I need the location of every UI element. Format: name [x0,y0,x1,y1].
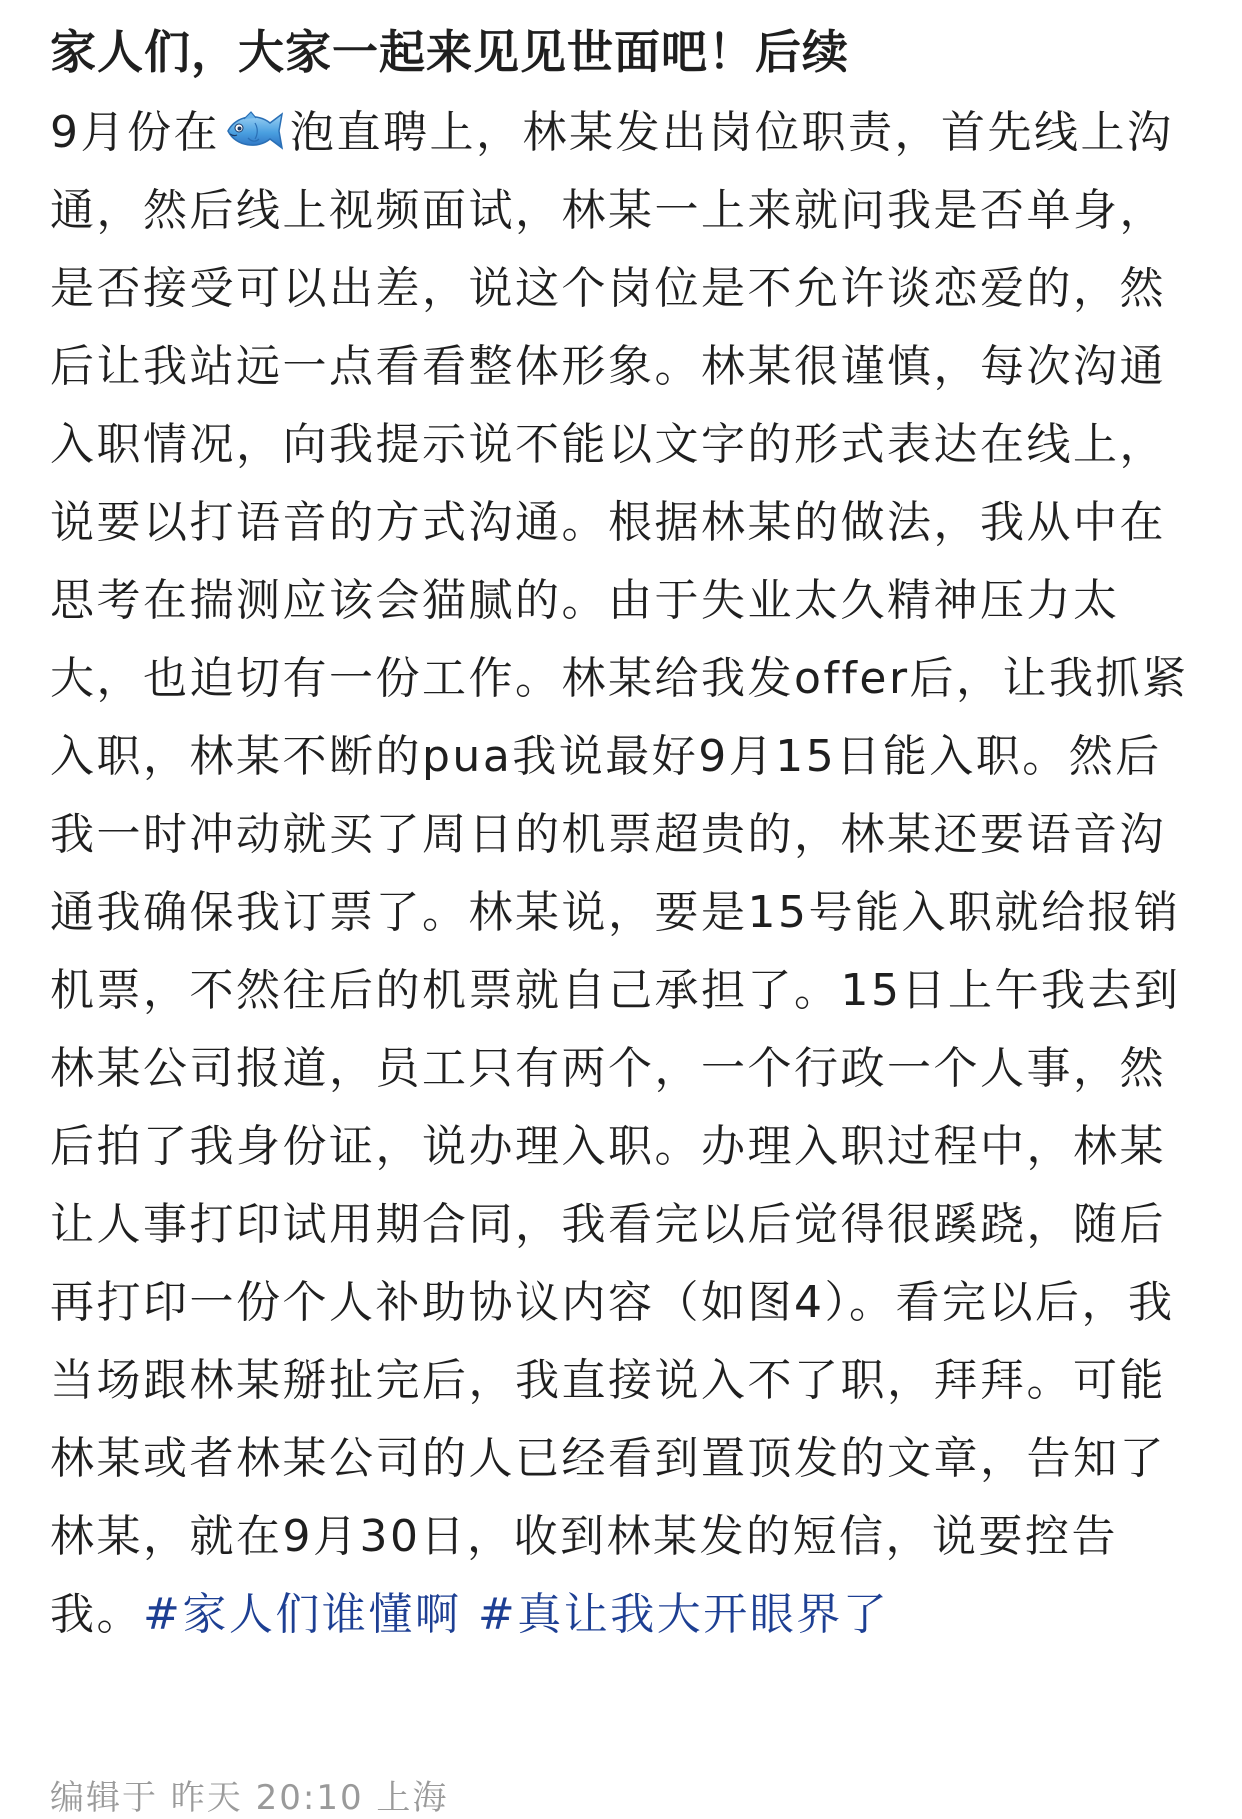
fish-icon [224,100,286,144]
post-body [50,94,1200,1654]
hashtag-link-2[interactable]: #真让我大开眼界了 [477,1589,890,1640]
hashtag-link-1[interactable]: #家人们谁懂啊 [143,1589,462,1640]
post-body-main: 泡直聘上，林某发出岗位职责，首先线上沟通，然后线上视频面试，林某一上来就问我是否单身，是否接受可以出差，说这个岗位是不允许谈恋爱的，然后让我站远一点看看整体形象。林某很谨慎，每次沟通入职情况，向我提示说不能以文字的形式表达在线上，说要以打语音的方式沟通。根据林某的做法，我从中在思考在揣测应该会猫腻的。由于失业太久精神压力太大，也迫切有一份工作。林某给我发offer后，让我抓紧入职，林某不断的pua我说最好9月15日能入职。然后我一时冲动就买了周日的机票超贵的，林某还要语音沟通我确保我订票了。林某说，要是15号能入职就给报销机票，不然往后的机票就自己承担了。15日上午我去到林某公司报道，员工只有两个，一个行政一个人事，然后拍了我身份证，说办理入职。办理入职过程中，林某让人事打印试用期合同，我看完以后觉得很蹊跷，随后再打印一份个人补助协议内容（如图4）。看完以后，我当场跟林某掰扯完后，我直接说入不了职，拜拜。可能林某或者林某公司的人已经看到置顶发的文章，告知了林某，就在9月30日，收到林某发的短信，说要控告我。 [50,107,1189,1640]
post-title: 家人们，大家一起来见见世面吧！后续 [50,25,849,79]
post-meta: 编辑于 昨天 20:10 上海 [50,1778,449,1818]
post-card [50,14,1200,1654]
post-body-lead: 9月份在 [50,107,220,158]
